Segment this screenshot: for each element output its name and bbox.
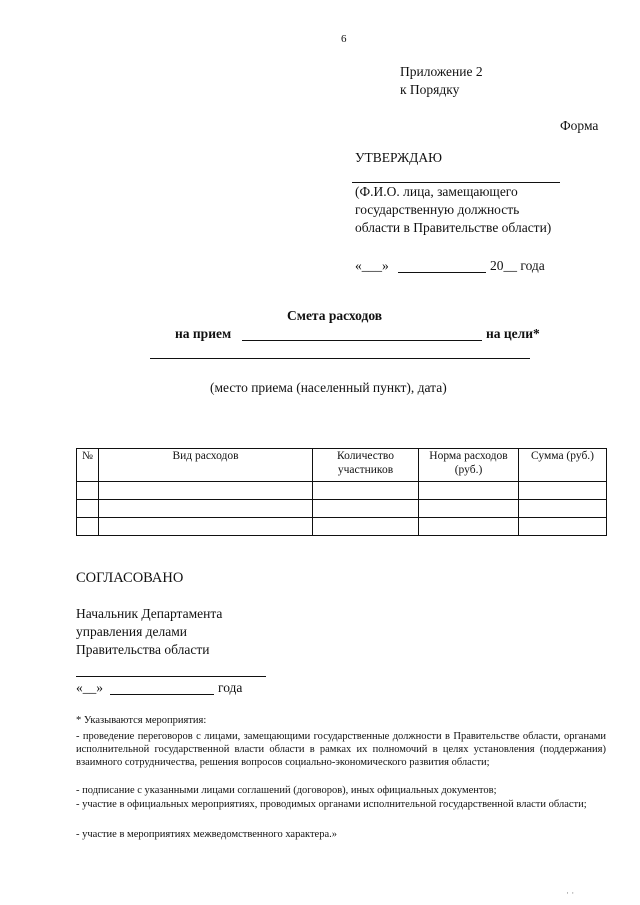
scan-artifact: · ·: [566, 888, 575, 898]
table-cell: [519, 518, 607, 536]
agreed-date-day: «__»: [76, 680, 103, 695]
agreed-date-month-line: [110, 694, 214, 695]
estimate-suffix: на цели*: [486, 326, 540, 341]
footnote-item: - подписание с указанными лицами соглашений (договоров), иных официальных документов;: [76, 785, 497, 796]
table-cell: [99, 482, 313, 500]
table-cell: [313, 518, 419, 536]
approve-signer-line-3: области в Правительстве области): [355, 220, 552, 235]
footnote-heading: * Указываются мероприятия:: [76, 715, 207, 726]
approve-date-month-line: [398, 272, 486, 273]
table-cell: [419, 518, 519, 536]
footnote-item: - участие в мероприятиях межведомственного характера.»: [76, 829, 337, 840]
col-number-header: №: [77, 449, 99, 482]
table-cell: [99, 518, 313, 536]
annex-line-2: к Порядку: [400, 82, 460, 97]
agreed-line-2: управления делами: [76, 624, 188, 639]
table-cell: [77, 482, 99, 500]
approve-signer-line-1: (Ф.И.О. лица, замещающего: [355, 184, 518, 199]
table-cell: [313, 482, 419, 500]
form-label: Форма: [560, 118, 599, 133]
table-row: [77, 518, 607, 536]
agreed-date-year: года: [218, 680, 243, 695]
footnote-item: - проведение переговоров с лицами, замещающими государственные должности в Правительстве области, органами исполнительной государственной власти области в рамках их полномочий в целях установления (поддержания) взаимного сотрудничества, решения вопросов социально-экономического развития области;: [76, 731, 606, 768]
table-cell: [419, 500, 519, 518]
approve-signature-line: [352, 182, 560, 183]
col-sum-header: Сумма (руб.): [519, 449, 607, 482]
approve-date-day: «___»: [355, 258, 389, 273]
estimate-title: Смета расходов: [287, 308, 383, 323]
col-participants-header: Количество участников: [313, 449, 419, 482]
agreed-line-1: Начальник Департамента: [76, 606, 223, 621]
col-expense-type-header: Вид расходов: [99, 449, 313, 482]
table-cell: [519, 482, 607, 500]
estimate-purpose-line: [242, 340, 482, 341]
table-row: [77, 500, 607, 518]
approve-signer-line-2: государственную должность: [355, 202, 520, 217]
estimate-place-caption: (место приема (населенный пункт), дата): [210, 380, 447, 395]
footnote-item: - участие в официальных мероприятиях, проводимых органами исполнительной государственной власти области;: [76, 799, 587, 810]
agreed-line-3: Правительства области: [76, 642, 210, 657]
approve-title: УТВЕРЖДАЮ: [355, 150, 443, 165]
estimate-prefix: на прием: [175, 326, 232, 341]
table-header-row: [77, 449, 607, 482]
expense-table: [76, 448, 607, 536]
estimate-place-line: [150, 358, 530, 359]
table-cell: [519, 500, 607, 518]
table-cell: [77, 518, 99, 536]
table-cell: [419, 482, 519, 500]
agreed-title: СОГЛАСОВАНО: [76, 570, 184, 586]
table-cell: [313, 500, 419, 518]
agreed-signature-line: [76, 676, 266, 677]
table-cell: [77, 500, 99, 518]
table-row: [77, 482, 607, 500]
annex-line-1: Приложение 2: [400, 64, 483, 79]
approve-date-year: 20__ года: [490, 258, 545, 273]
table-cell: [99, 500, 313, 518]
col-norm-header: Норма расходов (руб.): [419, 449, 519, 482]
page-number: 6: [341, 33, 347, 45]
